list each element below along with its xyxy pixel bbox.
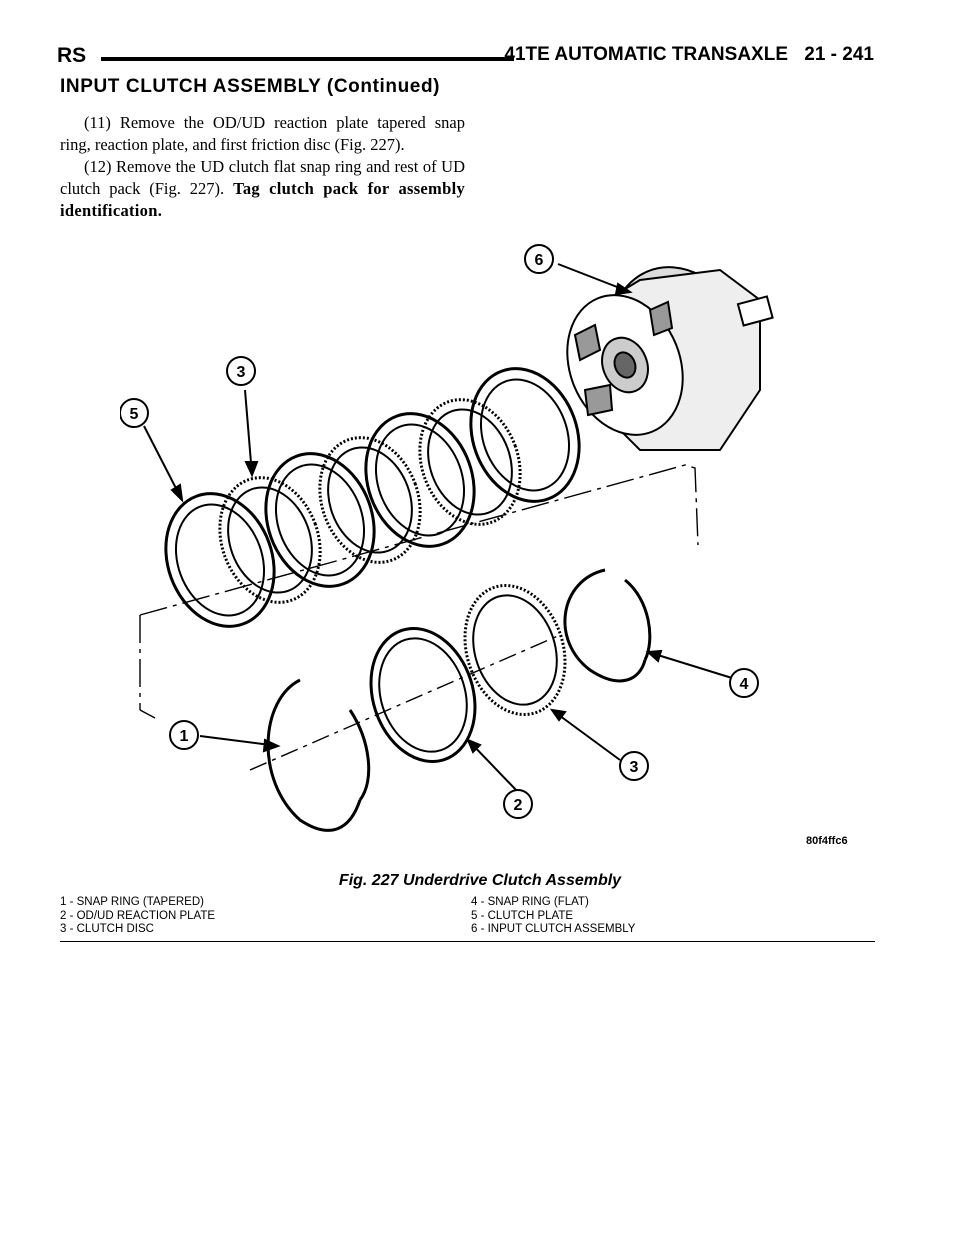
figure-caption: Fig. 227 Underdrive Clutch Assembly <box>338 872 622 889</box>
svg-text:2: 2 <box>513 797 523 814</box>
legend-item: 6 - INPUT CLUTCH ASSEMBLY <box>471 923 636 935</box>
group-outline <box>140 465 698 770</box>
procedure-text <box>60 112 465 222</box>
legend-left-column <box>60 896 215 937</box>
callout-3-lower <box>620 752 648 780</box>
callout-5 <box>120 399 148 427</box>
legend-item: 2 - OD/UD REACTION PLATE <box>60 909 216 922</box>
step-12-text: (12) Remove the UD clutch flat snap ring and rest of UD clutch pack (Fig. 227). <box>60 157 465 198</box>
legend-rule <box>60 941 875 942</box>
svg-text:6: 6 <box>534 252 544 269</box>
header-section-code: RS <box>57 44 87 67</box>
section-title: INPUT CLUTCH ASSEMBLY (Continued) <box>60 76 441 97</box>
clutch-plate <box>148 478 292 641</box>
svg-text:1: 1 <box>179 728 189 745</box>
clutch-pack <box>148 353 597 641</box>
reaction-plate <box>354 615 491 775</box>
legend-item: 3 - CLUTCH DISC <box>60 923 154 935</box>
callout-1 <box>170 721 198 749</box>
step-12 <box>60 156 465 222</box>
snap-ring-flat <box>565 570 650 681</box>
legend-item: 1 - SNAP RING (TAPERED) <box>60 896 204 908</box>
input-clutch-drum <box>547 246 775 455</box>
legend-item: 5 - CLUTCH PLATE <box>471 909 574 922</box>
callout-3-upper <box>227 357 255 385</box>
header-rule <box>101 57 514 61</box>
legend-right-column <box>471 896 635 937</box>
legend-item: 4 - SNAP RING (FLAT) <box>471 896 589 908</box>
callout-6 <box>525 245 553 273</box>
svg-text:3: 3 <box>236 364 246 381</box>
svg-text:3: 3 <box>629 759 639 776</box>
header-title: 41TE AUTOMATIC TRANSAXLE <box>504 44 788 65</box>
callout-4 <box>730 669 758 697</box>
clutch-plate <box>248 438 392 601</box>
step-12-note: Tag clutch pack for assembly identification. <box>60 179 466 220</box>
header-page-number: 21 - 241 <box>804 44 874 65</box>
page-header <box>57 44 874 74</box>
lower-clutch-disc <box>449 572 581 727</box>
callout-2 <box>504 790 532 818</box>
figure-id: 80f4ffc6 <box>806 835 848 847</box>
svg-text:5: 5 <box>129 406 139 423</box>
underdrive-clutch-figure <box>120 240 880 860</box>
svg-text:4: 4 <box>739 676 749 693</box>
step-11: (11) Remove the OD/UD reaction plate tapered snap ring, reaction plate, and first friction disc (Fig. 227). <box>60 113 465 154</box>
